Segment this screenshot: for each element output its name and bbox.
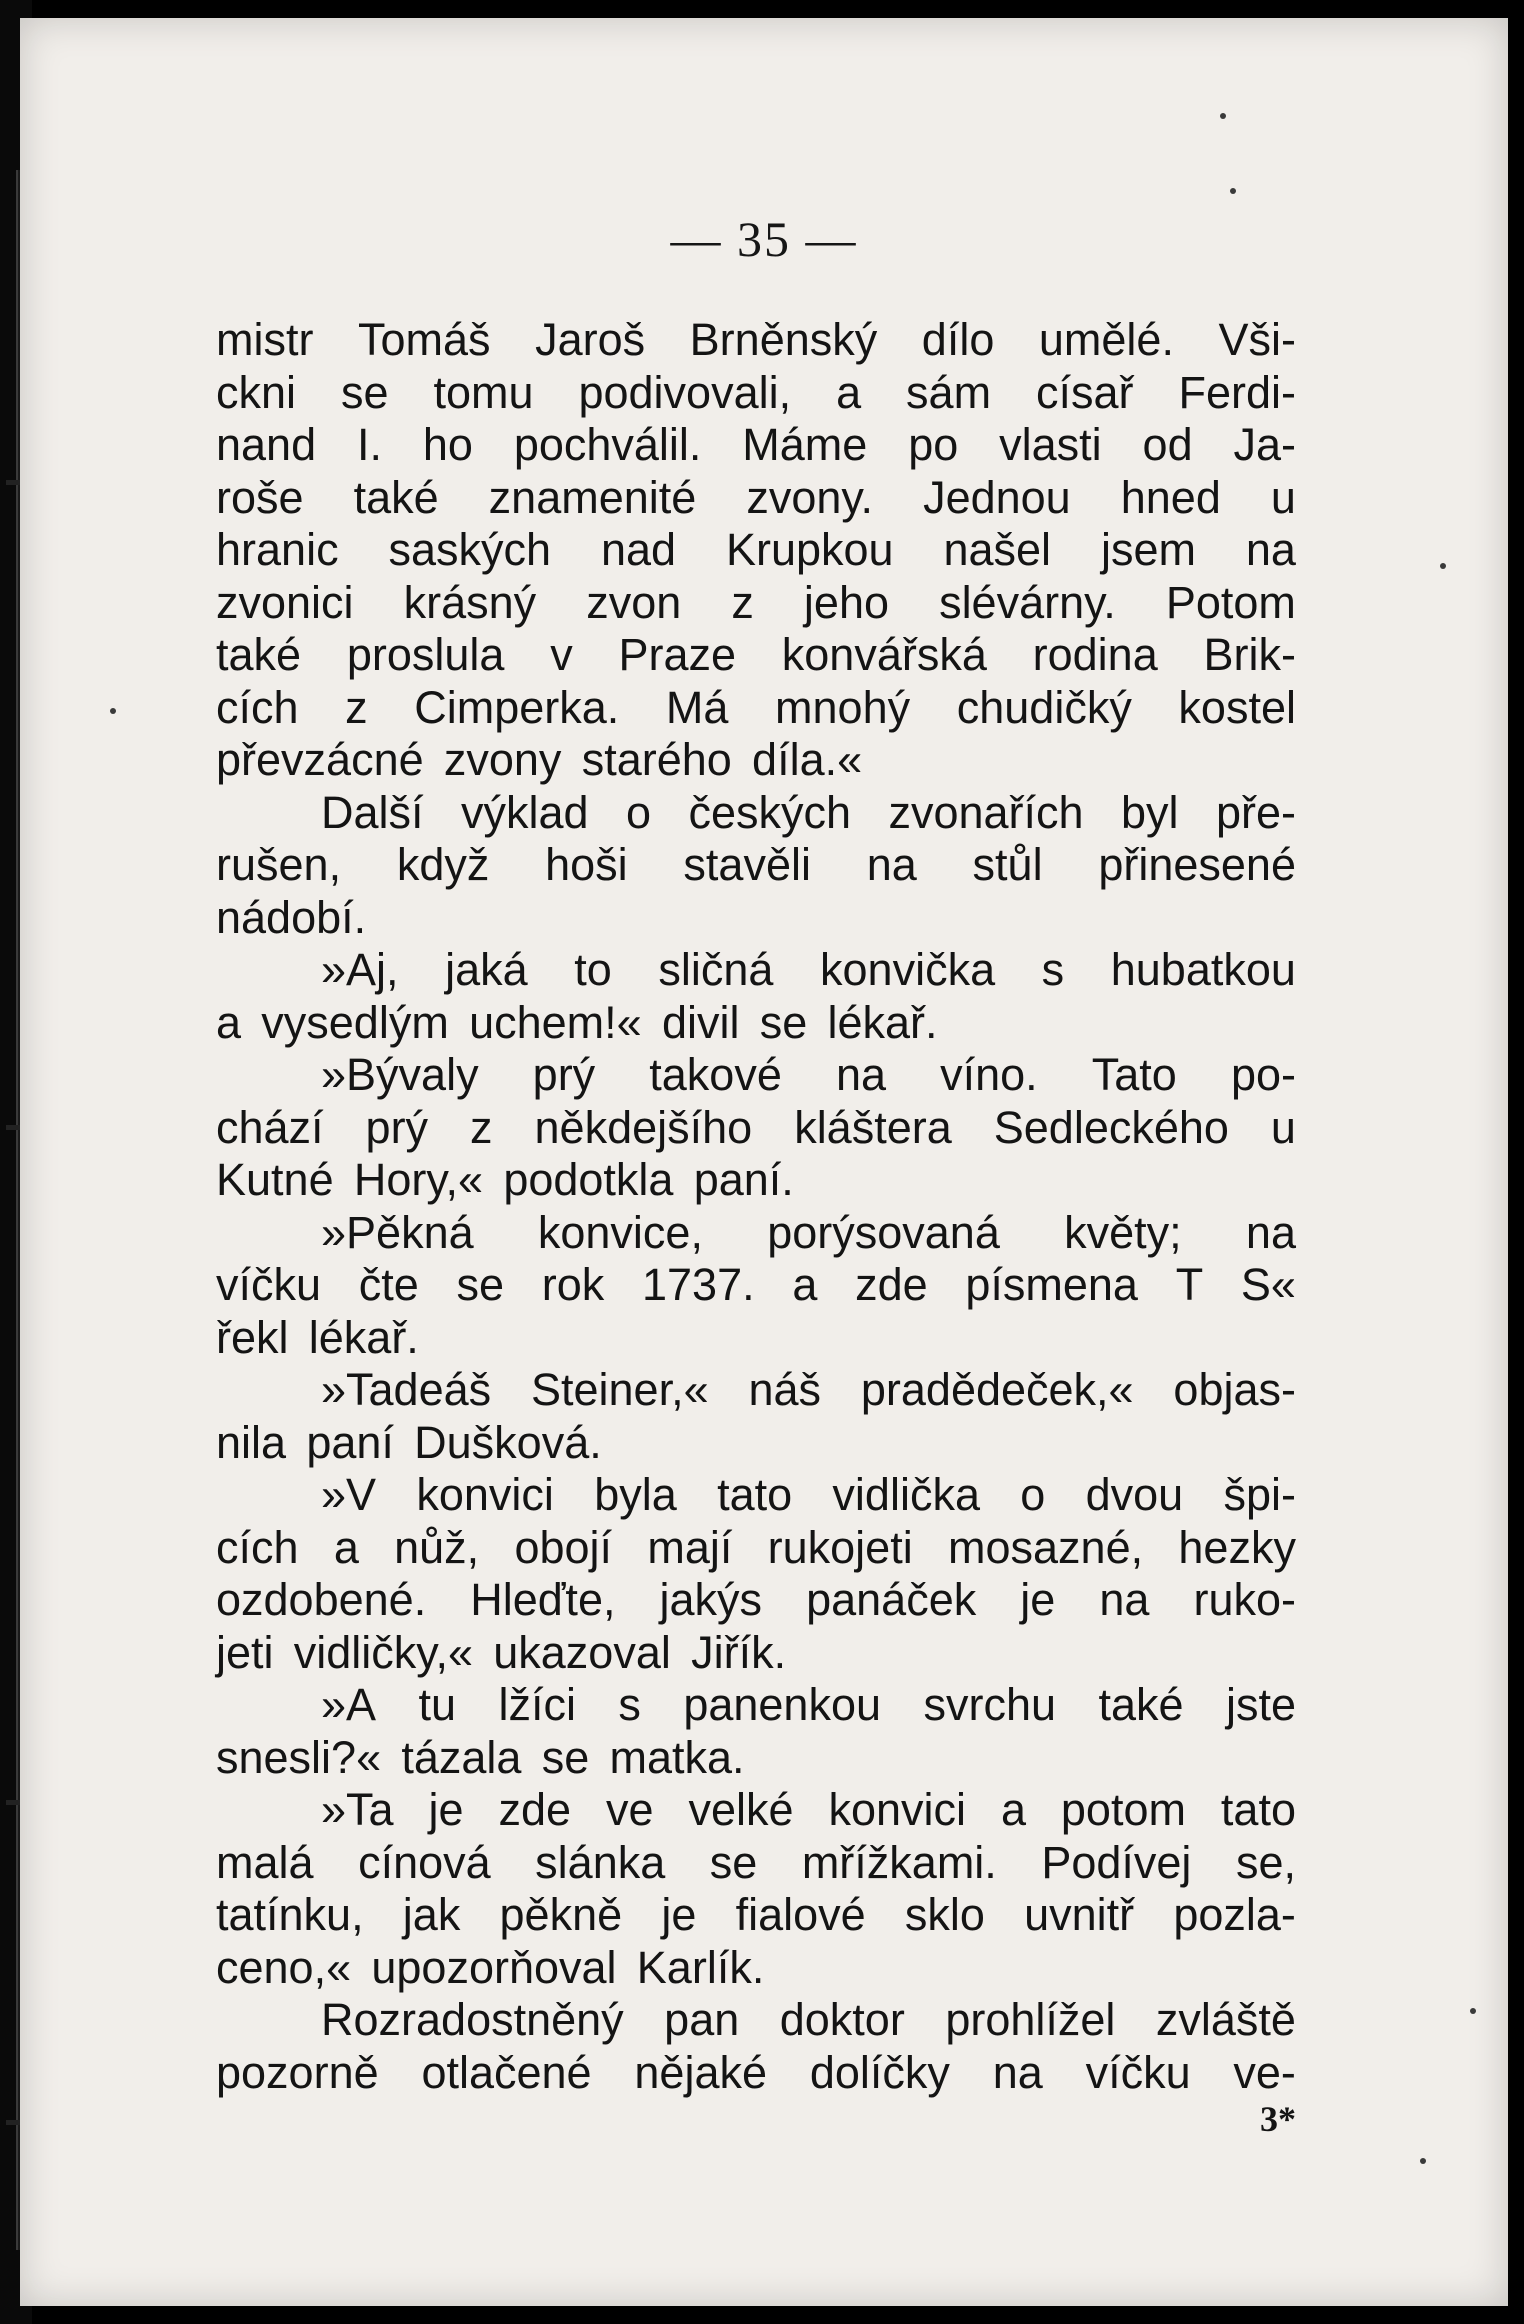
text-word: »A bbox=[321, 1679, 377, 1730]
text-word: Sedleckého bbox=[993, 1101, 1229, 1153]
text-word: na bbox=[1245, 1206, 1296, 1258]
text-word: u bbox=[1270, 471, 1296, 523]
text-word: saských bbox=[388, 524, 552, 575]
text-word: konvici bbox=[416, 1469, 554, 1520]
text-word: ruko- bbox=[1193, 1574, 1296, 1625]
text-word: nádobí. bbox=[216, 891, 367, 943]
text-word: prohlížel bbox=[945, 1994, 1116, 2045]
text-word: konvářská bbox=[781, 629, 987, 680]
text-word: Vši- bbox=[1218, 314, 1296, 365]
text-word: tatínku, bbox=[216, 1889, 364, 1940]
text-word: převzácné bbox=[216, 734, 424, 785]
text-word: Jaroš bbox=[535, 314, 646, 365]
text-line bbox=[216, 944, 1296, 997]
text-word: Další bbox=[321, 786, 424, 838]
text-line bbox=[216, 1154, 1296, 1207]
text-word: zvony. bbox=[746, 471, 874, 523]
text-word: takové bbox=[649, 1049, 782, 1100]
text-word: u bbox=[1270, 1101, 1296, 1153]
text-word: kostel bbox=[1178, 681, 1296, 733]
text-word: tu bbox=[418, 1679, 457, 1730]
text-word: Má bbox=[665, 681, 729, 733]
text-word: objas- bbox=[1173, 1364, 1296, 1415]
text-word: sám bbox=[906, 366, 992, 418]
text-line bbox=[216, 419, 1296, 472]
text-line bbox=[216, 1259, 1296, 1312]
text-word: květy; bbox=[1064, 1206, 1182, 1258]
text-line bbox=[216, 1679, 1296, 1732]
text-word: sličná bbox=[658, 944, 774, 995]
text-word: ve bbox=[605, 1784, 654, 1835]
text-word: na bbox=[992, 2046, 1043, 2098]
text-line bbox=[216, 1522, 1296, 1575]
text-word: Praze bbox=[618, 629, 737, 680]
text-word: pozorně bbox=[216, 2046, 379, 2098]
text-word: slévárny. bbox=[939, 576, 1116, 628]
text-word: to bbox=[574, 944, 612, 995]
text-word: čte bbox=[358, 1259, 419, 1310]
text-word: také bbox=[353, 471, 439, 523]
text-line bbox=[216, 1102, 1296, 1155]
text-word: paní. bbox=[693, 1154, 794, 1205]
text-word: nůž, bbox=[394, 1521, 480, 1573]
text-word: mosazné, bbox=[948, 1521, 1144, 1573]
text-word: také bbox=[1098, 1679, 1184, 1730]
text-word: »Tadeáš bbox=[321, 1364, 492, 1415]
text-word: mřížkami. bbox=[801, 1836, 997, 1888]
text-word: z bbox=[470, 1101, 493, 1153]
text-word: je bbox=[1020, 1574, 1056, 1625]
text-word: a bbox=[1000, 1784, 1026, 1835]
text-word: víčku bbox=[216, 1259, 322, 1310]
text-word: jaká bbox=[445, 944, 528, 995]
text-word: roše bbox=[216, 471, 304, 523]
text-word: náš bbox=[748, 1364, 822, 1415]
text-word: Ja- bbox=[1233, 419, 1296, 470]
text-word: Karlík. bbox=[636, 1941, 765, 1993]
text-word: díla.« bbox=[752, 734, 863, 785]
text-word: pozla- bbox=[1173, 1889, 1296, 1940]
text-word: chází bbox=[216, 1101, 324, 1153]
text-word: slánka bbox=[535, 1836, 666, 1888]
text-word: dolíčky bbox=[809, 2046, 950, 2098]
text-word: se bbox=[709, 1836, 758, 1888]
text-word: na bbox=[1099, 1574, 1150, 1625]
text-word: fialové bbox=[735, 1889, 866, 1940]
text-word: Podívej bbox=[1041, 1836, 1192, 1888]
text-word: českých bbox=[688, 786, 851, 838]
text-word: Tato bbox=[1091, 1049, 1177, 1100]
text-line bbox=[216, 577, 1296, 630]
text-word: jeti bbox=[216, 1626, 274, 1678]
text-word: ukazoval bbox=[493, 1626, 671, 1678]
text-word: paní bbox=[306, 1416, 394, 1468]
text-line bbox=[216, 1837, 1296, 1890]
paper-speck bbox=[1230, 188, 1236, 194]
paper-speck bbox=[1440, 563, 1446, 569]
text-word: obojí bbox=[514, 1521, 613, 1573]
text-word: rok bbox=[541, 1259, 605, 1310]
text-word: Kutné bbox=[216, 1154, 334, 1205]
text-word: pradědeček,« bbox=[860, 1364, 1134, 1415]
text-word: vlasti bbox=[999, 419, 1102, 470]
text-line bbox=[216, 1364, 1296, 1417]
text-word: otlačené bbox=[421, 2046, 592, 2098]
text-line bbox=[216, 997, 1296, 1050]
text-word: zvláště bbox=[1155, 1994, 1296, 2045]
text-line bbox=[216, 1994, 1296, 2047]
text-word: mistr bbox=[216, 314, 314, 365]
text-word: zvony bbox=[443, 734, 562, 785]
text-line bbox=[216, 1942, 1296, 1995]
text-word: mají bbox=[647, 1521, 733, 1573]
text-word: lžíci bbox=[498, 1679, 576, 1730]
text-word: Tomáš bbox=[358, 314, 491, 365]
body-text bbox=[216, 314, 1296, 2099]
text-word: vysedlým bbox=[261, 996, 449, 1048]
text-word: S« bbox=[1240, 1259, 1296, 1310]
text-line bbox=[216, 1207, 1296, 1260]
text-line bbox=[216, 1627, 1296, 1680]
text-word: panenkou bbox=[683, 1679, 882, 1730]
text-word: T bbox=[1175, 1259, 1204, 1310]
text-word: z bbox=[345, 681, 368, 733]
text-word: s bbox=[1041, 944, 1065, 995]
text-word: jeho bbox=[803, 576, 889, 628]
text-word: stavěli bbox=[683, 839, 811, 890]
text-word: stůl bbox=[972, 839, 1043, 890]
text-line bbox=[216, 2047, 1296, 2100]
text-word: uvnitř bbox=[1024, 1889, 1135, 1940]
text-word: panáček bbox=[806, 1574, 977, 1625]
text-word: s bbox=[618, 1679, 641, 1730]
text-word: kláštera bbox=[794, 1101, 952, 1153]
text-line bbox=[216, 682, 1296, 735]
text-line bbox=[216, 787, 1296, 840]
text-word: cínová bbox=[358, 1836, 491, 1888]
text-word: se bbox=[759, 996, 808, 1048]
text-word: řekl bbox=[216, 1311, 289, 1363]
text-word: jakýs bbox=[659, 1574, 763, 1625]
text-word: ckni bbox=[216, 366, 297, 418]
text-word: přinesené bbox=[1098, 839, 1296, 890]
text-word: dvou bbox=[1085, 1469, 1184, 1520]
paper-speck bbox=[1470, 2008, 1476, 2014]
text-word: potom bbox=[1060, 1784, 1186, 1835]
text-word: v bbox=[550, 629, 573, 680]
paper-speck bbox=[110, 708, 116, 714]
text-word: hoši bbox=[545, 839, 628, 890]
text-line bbox=[216, 1732, 1296, 1785]
text-word: ho bbox=[422, 419, 473, 470]
text-word: I. bbox=[356, 419, 382, 470]
text-word: tato bbox=[717, 1469, 793, 1520]
text-word: zvonici bbox=[216, 576, 354, 628]
text-word: prý bbox=[532, 1049, 596, 1100]
text-word: tato bbox=[1220, 1784, 1296, 1835]
text-word: krásný bbox=[403, 576, 537, 628]
text-word: od bbox=[1142, 419, 1193, 470]
text-word: doktor bbox=[779, 1994, 905, 2045]
text-word: se bbox=[340, 366, 389, 418]
text-word: cích bbox=[216, 1521, 299, 1573]
text-word: víčku bbox=[1085, 2046, 1191, 2098]
paper-speck bbox=[1220, 113, 1226, 119]
text-word: a bbox=[216, 996, 242, 1048]
text-line bbox=[216, 524, 1296, 577]
text-word: Jednou bbox=[923, 471, 1071, 523]
text-word: vidlička bbox=[832, 1469, 980, 1520]
text-word: zde bbox=[855, 1259, 928, 1310]
text-word: »Ta bbox=[321, 1784, 394, 1835]
text-word: výklad bbox=[460, 786, 589, 838]
text-word: snesli?« bbox=[216, 1731, 382, 1783]
text-word: lékař. bbox=[827, 996, 938, 1048]
text-word: jste bbox=[1225, 1679, 1296, 1730]
text-word: konvice, bbox=[537, 1206, 703, 1258]
text-word: pochválil. bbox=[513, 419, 702, 470]
text-word: konvici bbox=[828, 1784, 966, 1835]
text-word: Jiřík. bbox=[691, 1626, 787, 1678]
text-line bbox=[216, 1784, 1296, 1837]
text-word: jsem bbox=[1100, 524, 1196, 575]
text-word: když bbox=[396, 839, 490, 890]
text-word: se bbox=[456, 1259, 505, 1310]
text-word: jak bbox=[402, 1889, 461, 1940]
text-word: Rozradostněný bbox=[321, 1994, 624, 2045]
text-word: umělé. bbox=[1038, 314, 1174, 365]
text-word: Potom bbox=[1165, 576, 1296, 628]
text-word: Cimperka. bbox=[414, 681, 620, 733]
page-number: — 35 — bbox=[670, 211, 858, 267]
text-word: na bbox=[1245, 524, 1296, 575]
text-word: byla bbox=[594, 1469, 677, 1520]
signature-mark: 3* bbox=[1260, 2099, 1296, 2139]
text-word: »V bbox=[321, 1469, 377, 1520]
text-word: ozdobené. bbox=[216, 1574, 427, 1625]
text-line bbox=[216, 839, 1296, 892]
text-word: porýsovaná bbox=[767, 1206, 1000, 1258]
text-word: Hleďte, bbox=[470, 1574, 616, 1625]
text-word: divil bbox=[661, 996, 740, 1048]
text-word: lékař. bbox=[308, 1311, 419, 1363]
text-word: Dušková. bbox=[414, 1416, 602, 1468]
text-word: a bbox=[792, 1259, 818, 1310]
text-word: »Bývaly bbox=[321, 1049, 479, 1100]
text-word: prý bbox=[365, 1101, 429, 1153]
text-word: chudičký bbox=[956, 681, 1132, 733]
text-line bbox=[216, 1889, 1296, 1942]
text-word: Brik- bbox=[1203, 629, 1296, 680]
text-line bbox=[216, 1049, 1296, 1102]
text-word: na bbox=[866, 839, 917, 890]
text-word: písmena bbox=[965, 1259, 1138, 1310]
text-line bbox=[216, 1469, 1296, 1522]
book-page bbox=[20, 18, 1508, 2306]
text-word: ve- bbox=[1233, 2046, 1296, 2098]
text-word: víno. bbox=[940, 1049, 1038, 1100]
text-word: rodina bbox=[1032, 629, 1158, 680]
text-word: na bbox=[835, 1049, 887, 1100]
text-word: po- bbox=[1230, 1049, 1296, 1100]
text-word: rušen, bbox=[216, 839, 342, 890]
text-word: o bbox=[1020, 1469, 1046, 1520]
text-word: uchem!« bbox=[469, 996, 642, 1048]
text-line bbox=[216, 629, 1296, 682]
text-word: našel bbox=[943, 524, 1052, 575]
text-word: z bbox=[731, 576, 754, 628]
text-word: někdejšího bbox=[534, 1101, 753, 1153]
text-word: pře- bbox=[1215, 786, 1296, 838]
text-word: malá bbox=[216, 1836, 314, 1888]
text-word: »Aj, bbox=[321, 944, 399, 995]
text-word: hranic bbox=[216, 524, 339, 575]
text-word: »Pěkná bbox=[321, 1206, 474, 1258]
text-word: podivovali, bbox=[578, 366, 792, 418]
text-word: je bbox=[661, 1889, 697, 1940]
text-word: zvonařích bbox=[888, 786, 1084, 838]
text-word: se bbox=[541, 1731, 590, 1783]
text-word: ceno,« bbox=[216, 1941, 352, 1993]
text-word: podotkla bbox=[503, 1154, 674, 1205]
text-word: zvon bbox=[586, 576, 682, 628]
text-word: Krupkou bbox=[725, 524, 894, 575]
text-word: 1737. bbox=[641, 1259, 755, 1310]
text-word: cích bbox=[216, 681, 299, 733]
text-word: nějaké bbox=[634, 2046, 767, 2098]
text-word: po bbox=[908, 419, 959, 470]
text-word: upozorňoval bbox=[371, 1941, 617, 1993]
text-word: vidličky,« bbox=[293, 1626, 473, 1678]
text-word: také bbox=[216, 629, 302, 680]
text-word: sklo bbox=[904, 1889, 985, 1940]
text-word: znamenité bbox=[488, 471, 697, 523]
text-word: Máme bbox=[742, 419, 868, 470]
text-word: o bbox=[625, 786, 651, 838]
text-word: nad bbox=[600, 524, 677, 575]
text-word: mnohý bbox=[775, 681, 911, 733]
text-word: a bbox=[333, 1521, 359, 1573]
text-word: Steiner,« bbox=[530, 1364, 709, 1415]
text-line bbox=[216, 1312, 1296, 1365]
text-line bbox=[216, 367, 1296, 420]
text-word: Ferdi- bbox=[1178, 366, 1296, 418]
text-word: a bbox=[836, 366, 862, 418]
text-word: se, bbox=[1235, 1836, 1296, 1888]
text-line bbox=[216, 1574, 1296, 1627]
text-word: byl bbox=[1120, 786, 1179, 838]
text-word: dílo bbox=[921, 314, 995, 365]
text-word: špi- bbox=[1223, 1469, 1296, 1520]
text-word: velké bbox=[688, 1784, 794, 1835]
text-word: pěkně bbox=[499, 1889, 623, 1940]
paper-speck bbox=[1420, 2158, 1426, 2164]
text-word: tomu bbox=[433, 366, 534, 418]
text-line bbox=[216, 472, 1296, 525]
text-line bbox=[216, 1417, 1296, 1470]
text-word: hezky bbox=[1178, 1521, 1296, 1573]
text-word: tázala bbox=[401, 1731, 522, 1783]
text-word: Hory,« bbox=[353, 1154, 484, 1205]
text-line bbox=[216, 314, 1296, 367]
text-word: rukojeti bbox=[767, 1521, 913, 1573]
text-line bbox=[216, 892, 1296, 945]
text-word: starého bbox=[581, 734, 732, 785]
text-word: je bbox=[428, 1784, 464, 1835]
text-word: hubatkou bbox=[1110, 944, 1296, 995]
text-word: hned bbox=[1120, 471, 1221, 523]
text-word: Brněnský bbox=[689, 314, 878, 365]
text-word: svrchu bbox=[923, 1679, 1057, 1730]
text-word: konvička bbox=[820, 944, 996, 995]
text-word: zde bbox=[498, 1784, 572, 1835]
text-word: pan bbox=[664, 1994, 740, 2045]
text-word: císař bbox=[1036, 366, 1134, 418]
text-word: proslula bbox=[346, 629, 505, 680]
text-word: nand bbox=[216, 419, 317, 470]
text-word: nila bbox=[216, 1416, 287, 1468]
text-word: matka. bbox=[609, 1731, 745, 1783]
text-line bbox=[216, 734, 1296, 787]
